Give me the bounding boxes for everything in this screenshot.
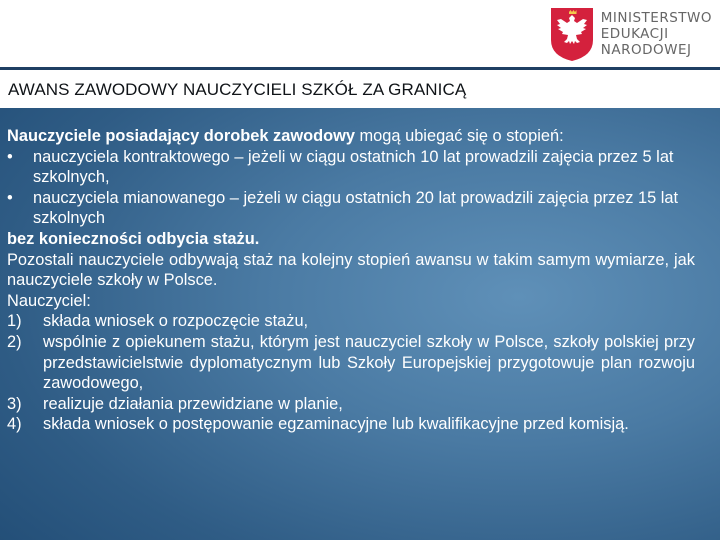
ministry-name — [601, 10, 712, 58]
slide-body — [7, 126, 695, 435]
intro-line — [7, 126, 695, 147]
step-item — [7, 332, 695, 394]
step-item — [7, 414, 695, 435]
no-internship-text: bez konieczności odbycia stażu. — [7, 229, 260, 248]
ministry-name-line1: MINISTERSTWO — [600, 10, 712, 26]
intro-bold: Nauczyciele posiadający dorobek zawodowy — [7, 127, 355, 145]
step-item — [7, 311, 695, 332]
step-item — [7, 394, 695, 415]
polish-eagle-emblem-icon — [549, 6, 595, 62]
step-text: wspólnie z opiekunem stażu, którym jest nauczyciel szkoły w Polsce, szkoły polskiej przy przedstawicielstwie dyplomatycznym lub Szkoły Europejskiej przygotowuje plan rozwoju zawodowego, — [43, 332, 695, 393]
ministry-logo — [549, 4, 712, 64]
bullet-item — [7, 188, 695, 229]
step-text: realizuje działania przewidziane w planie, — [43, 394, 343, 413]
step-text: składa wniosek o rozpoczęcie stażu, — [43, 312, 309, 331]
header — [0, 0, 720, 67]
bullet-text: nauczyciela mianowanego – jeżeli w ciągu ostatnich 20 lat prowadzili zajęcia przez 15 lat szkolnych — [33, 188, 679, 228]
step-marker: 1) — [7, 312, 22, 331]
step-marker: 4) — [7, 415, 22, 434]
bullet-text: nauczyciela kontraktowego – jeżeli w ciągu ostatnich 10 lat prowadzili zajęcia przez 5 lat szkolnych, — [33, 147, 674, 187]
ministry-name-line2: EDUKACJI — [600, 26, 669, 42]
bullet-marker: • — [7, 147, 13, 166]
no-internship-line — [7, 229, 695, 250]
page-title: AWANS ZAWODOWY NAUCZYCIELI SZKÓŁ ZA GRANICĄ — [8, 80, 467, 99]
step-text: składa wniosek o postępowanie egzaminacyjne lub kwalifikacyjne przed komisją. — [43, 415, 629, 434]
step-marker: 2) — [7, 332, 22, 351]
bullet-marker: • — [7, 188, 13, 207]
intro-rest: mogą ubiegać się o stopień: — [354, 127, 564, 145]
bullet-item — [7, 147, 695, 188]
other-teachers-paragraph: Pozostali nauczyciele odbywają staż na kolejny stopień awansu w takim samym wymiarze, jak nauczyciele szkoły w Polsce. — [7, 250, 695, 290]
title-bar — [0, 67, 720, 108]
step-marker: 3) — [7, 394, 22, 413]
ministry-name-line3: NARODOWEJ — [600, 42, 692, 58]
teacher-label: Nauczyciel: — [7, 291, 91, 310]
